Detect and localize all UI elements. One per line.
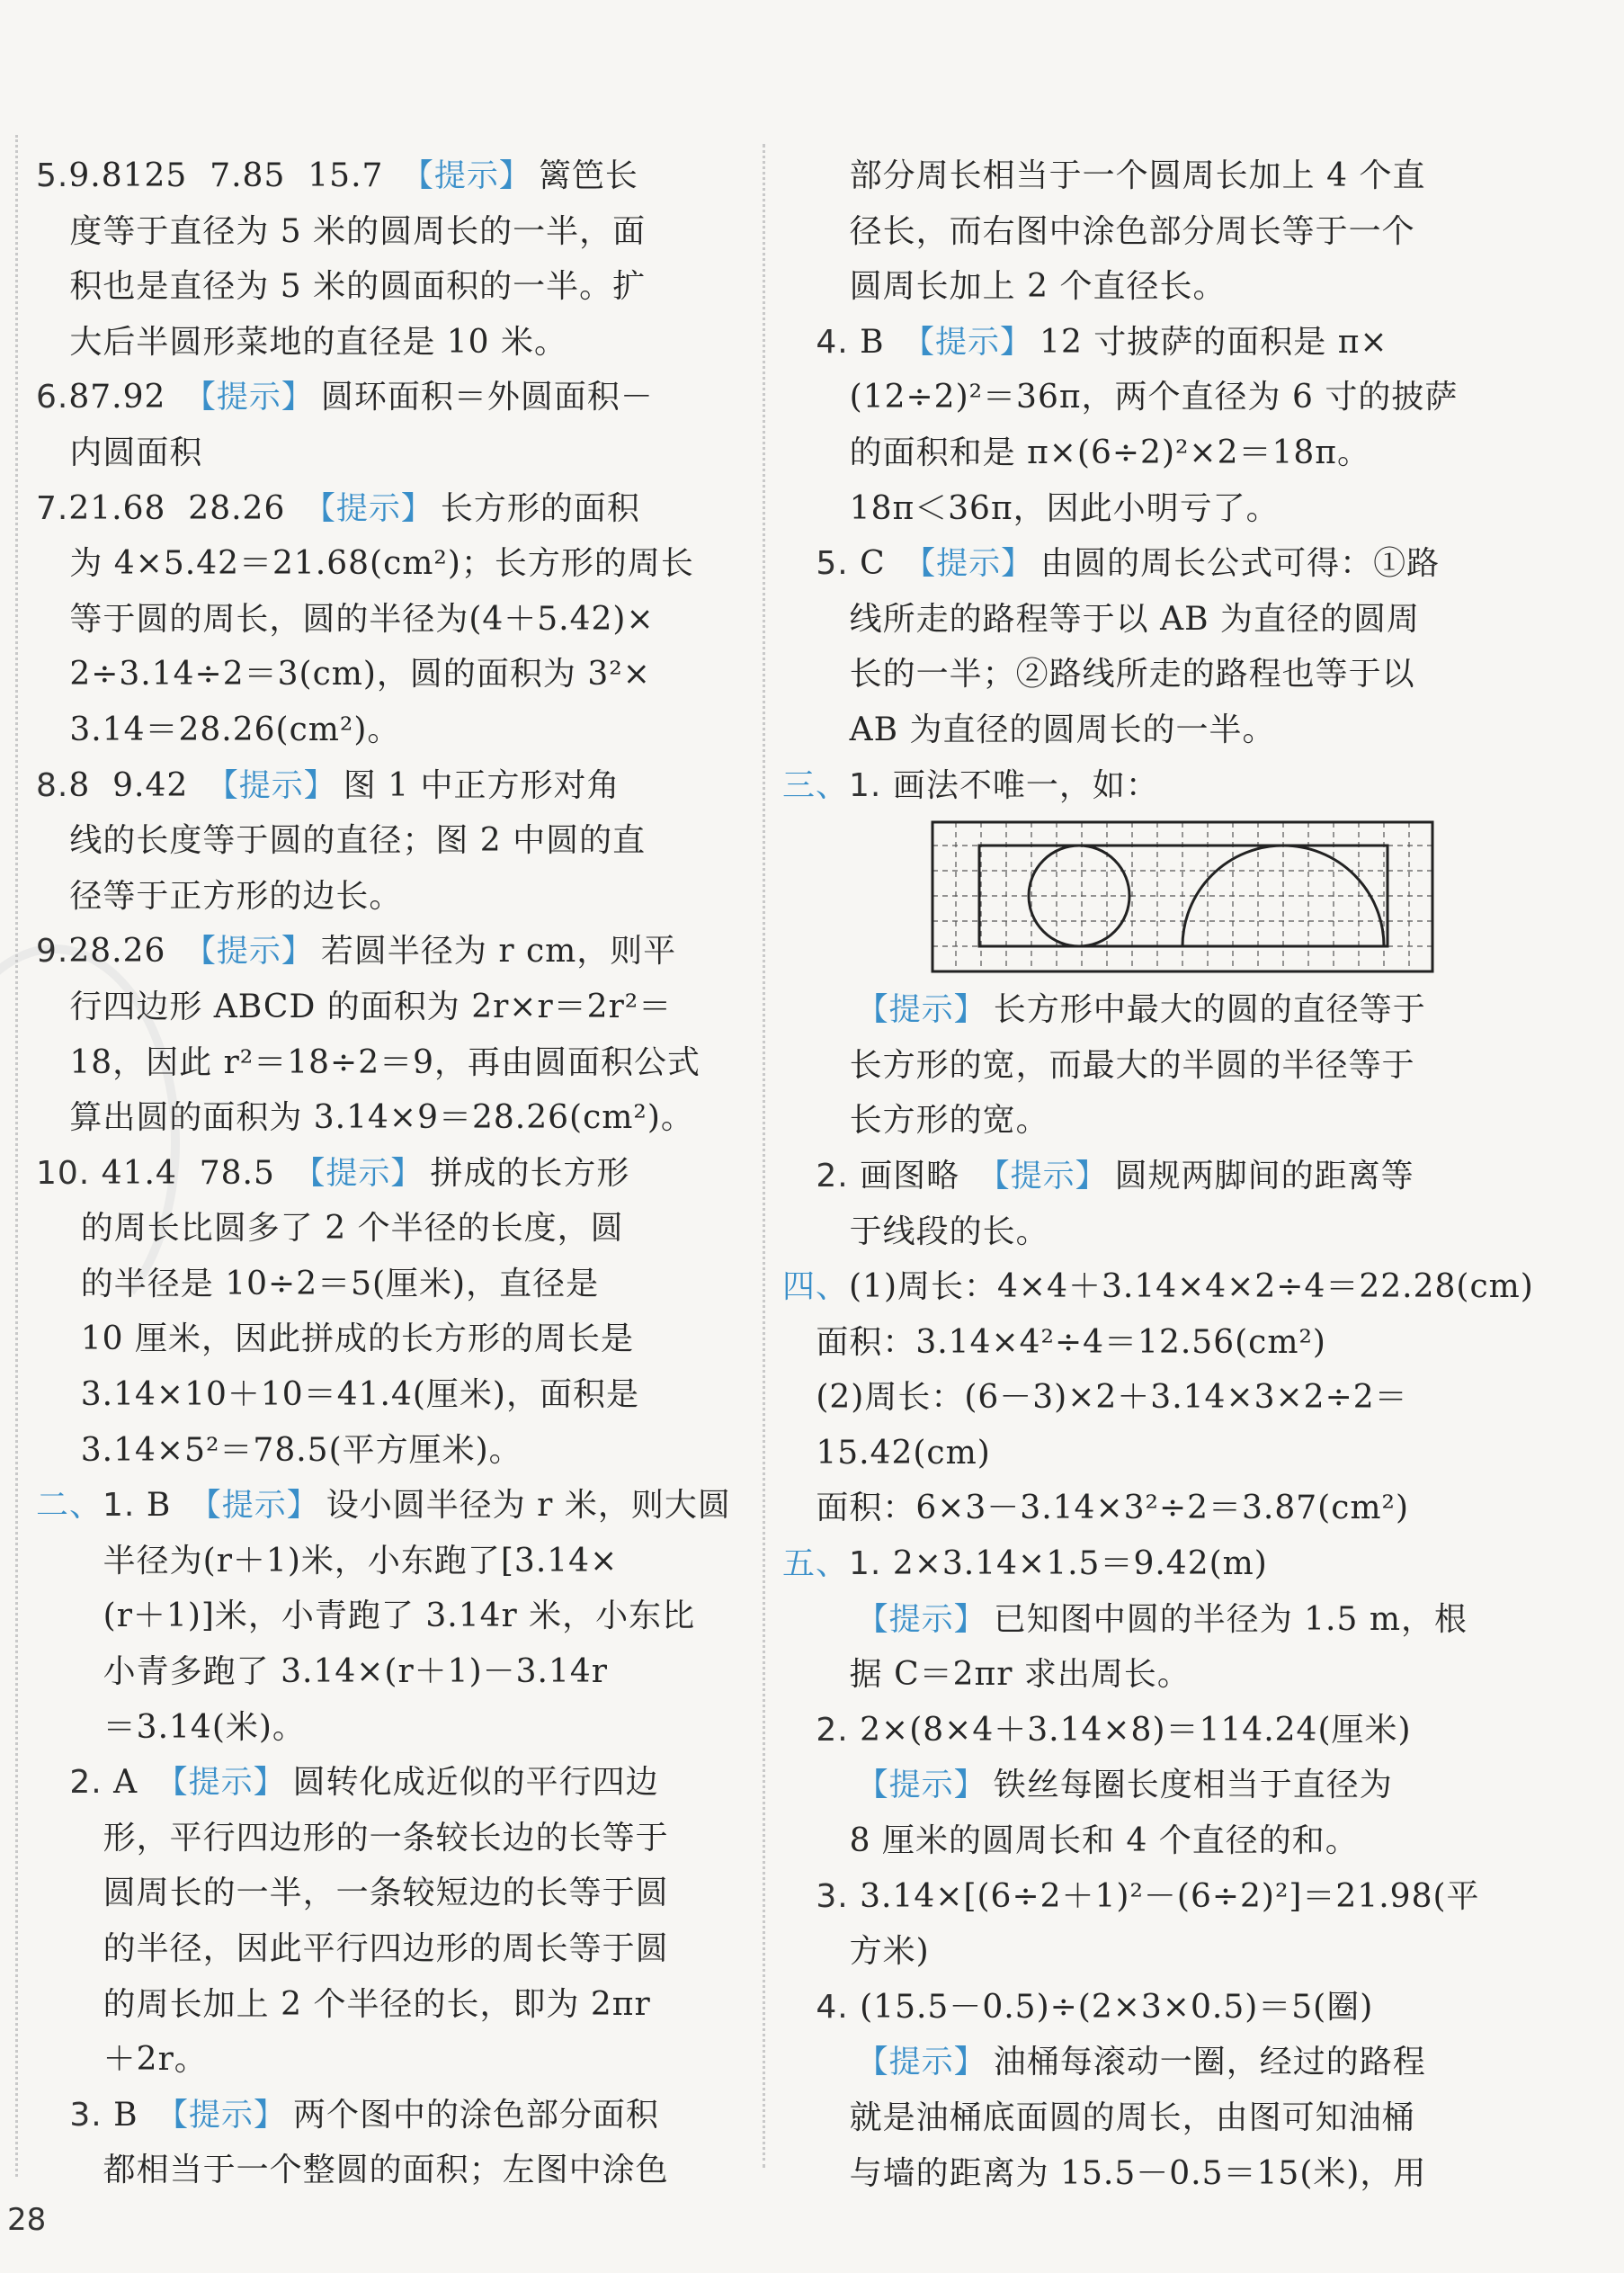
answer-line [782,592,1502,648]
answer-text: 18，因此 r²＝18÷2＝9，再由圆面积公式 [36,1043,701,1081]
answer-line [782,1370,1502,1426]
answer-line [782,1038,1502,1094]
answer-line [782,148,1502,204]
answer-text: 圆周长加上 2 个直径长。 [782,268,1227,306]
answer-text: 积也是直径为 5 米的圆面积的一半。扩 [36,268,647,306]
answer-line [782,425,1502,481]
answer-line [782,204,1502,260]
answer-text: 9.8125 7.85 15.7 [68,157,395,194]
answer-text: 大后半圆形菜地的直径是 10 米。 [36,323,568,361]
answer-line [36,647,733,702]
answer-text: 画图略 [848,1157,971,1195]
answer-line [782,1980,1502,2036]
hint-label: 【提示】 [856,992,986,1029]
item-number: 1. [849,1545,882,1583]
answer-text [782,2044,850,2081]
answer-line [782,481,1502,537]
answer-text: (1)周长：4×4＋3.14×4×2÷4＝22.28(cm) [849,1268,1534,1306]
hint-label: 【提示】 [303,490,433,527]
answer-text: 3.14×10＋10＝41.4(厘米)，面积是 [36,1376,639,1414]
answer-line [36,1257,733,1312]
answer-line [36,1478,733,1534]
answer-text: 87.92 [68,379,177,416]
item-number: 4. [782,323,849,361]
answer-text: B [848,323,897,361]
answer-text: 半径为(r＋1)米，小东跑了[3.14× [36,1542,619,1579]
answer-line [782,1149,1502,1204]
answer-text: 15.42(cm) [782,1434,991,1472]
hint-label: 【提示】 [156,2097,287,2134]
hint-label: 【提示】 [903,324,1033,361]
answer-line [782,1204,1502,1260]
answer-text: 为 4×5.42＝21.68(cm²)；长方形的周长 [36,545,694,583]
answer-line [36,148,733,204]
answer-text: 面积：3.14×4²÷4＝12.56(cm²) [782,1323,1326,1361]
item-number: 1. [849,766,882,804]
answer-text: 长方形中最大的圆的直径等于 [993,991,1426,1029]
answer-line [782,2035,1502,2090]
answer-text: 2×3.14×1.5＝9.42(m) [881,1545,1268,1583]
answer-text: 的面积和是 π×(6÷2)²×2＝18π。 [782,434,1370,471]
answer-text: (15.5－0.5)÷(2×3×0.5)＝5(圈) [848,1988,1374,2026]
answer-line [782,1758,1502,1813]
answer-line [36,1811,733,1866]
answer-line [782,1426,1502,1481]
answer-line [36,1311,733,1367]
hint-label: 【提示】 [189,1488,319,1525]
hint-label: 【提示】 [183,380,314,416]
item-number: 2. [36,1764,103,1802]
answer-text: 行四边形 ABCD 的面积为 2r×r＝2r²＝ [36,988,673,1025]
answer-text: 两个图中的涂色部分面积 [293,2096,660,2134]
right-column-bottom [782,982,1534,2201]
answer-text: 圆转化成近似的平行四边 [292,1764,659,1802]
answer-text: 长方形的面积 [440,489,640,527]
hint-label: 【提示】 [856,1767,986,1804]
hint-label: 【提示】 [293,1155,424,1192]
answer-text: 画法不唯一，如： [881,766,1159,804]
answer-text: A [102,1764,149,1802]
answer-line [36,702,733,758]
answer-line [36,1090,733,1146]
answer-line [36,1977,733,2033]
answer-text: AB 为直径的圆周长的一半。 [782,711,1276,748]
answer-line [36,592,733,648]
hint-label: 【提示】 [856,1601,986,1638]
answer-text: 圆规两脚间的距离等 [1114,1157,1414,1195]
answer-text: 线的长度等于圆的直径；图 2 中圆的直 [36,822,647,860]
answer-text: 18π＜36π，因此小明亏了。 [782,489,1280,527]
answer-text: 的周长加上 2 个半径的长，即为 2πr [36,1985,651,2023]
answer-text: 于线段的长。 [782,1213,1049,1250]
answer-text: 铁丝每圈长度相当于直径为 [993,1767,1393,1804]
hint-label: 【提示】 [401,158,531,194]
answer-text: 长的一半；②路线所走的路程也等于以 [782,656,1415,694]
answer-line [782,1592,1502,1648]
answer-text: 度等于直径为 5 米的圆周长的一半，面 [36,212,647,250]
answer-text: 圆周长的一半，一条较短边的长等于圆 [36,1875,669,1912]
answer-text [782,1601,850,1638]
answer-line [36,1035,733,1091]
answer-text: B [135,1487,183,1525]
rectangle-circle-semicircle-diagram [931,820,1434,973]
item-number: 1. [103,1487,136,1525]
answer-text: 12 寸披萨的面积是 π× [1040,323,1388,361]
hint-label: 【提示】 [856,2045,986,2081]
answer-line [36,1755,733,1811]
answer-line [782,1315,1502,1371]
answer-text: 据 C＝2πr 求出周长。 [782,1656,1191,1694]
answer-line [36,758,733,814]
answer-text: 内圆面积 [36,434,203,471]
answer-text: 8 9.42 [68,766,200,804]
answer-text: ＋2r。 [36,2041,208,2079]
answer-line [36,924,733,980]
answer-text: (12÷2)²＝36π，两个直径为 6 寸的披萨 [782,379,1459,416]
item-number: 6. [36,379,69,416]
answer-text: 油桶每滚动一圈，经过的路程 [993,2044,1426,2081]
section-marker: 四、 [782,1268,850,1306]
answer-line [782,536,1502,592]
answer-text: 算出圆的面积为 3.14×9＝28.26(cm²)。 [36,1099,694,1137]
answer-text: 3.14＝28.26(cm²)。 [36,711,401,748]
answer-line [782,1647,1502,1703]
answer-line [782,1093,1502,1149]
answer-line [36,1146,733,1202]
answer-text: 若圆半径为 r cm，则平 [320,933,677,971]
column-divider [763,144,765,2168]
grid-figure [782,820,1502,979]
answer-line [782,315,1502,371]
answer-line [36,813,733,869]
answer-text: 10 厘米，因此拼成的长方形的周长是 [36,1320,635,1358]
answer-line [782,259,1502,315]
answer-text: 3.14×[(6÷2＋1)²－(6÷2)²]＝21.98(平 [848,1877,1480,1915]
answer-text: ＝3.14(米)。 [36,1708,306,1746]
answer-line [36,1866,733,1921]
answer-line [782,1703,1502,1758]
answer-text: 与墙的距离为 15.5－0.5＝15(米)，用 [782,2154,1427,2192]
answer-line [36,2032,733,2088]
right-column-top [782,148,1502,813]
item-number: 2. [782,1711,849,1749]
answer-text: 由圆的周长公式可得：①路 [1040,545,1441,583]
answer-line [782,370,1502,425]
answer-line [36,980,733,1035]
item-number: 5. [782,545,849,583]
answer-text: 部分周长相当于一个圆周长加上 4 个直 [782,157,1426,194]
answer-line [36,1534,733,1589]
answer-line [36,2143,733,2198]
answer-text: 形，平行四边形的一条较长边的长等于 [36,1819,669,1857]
item-number: 10. [36,1154,91,1192]
answer-text: 的半径是 10÷2＝5(厘米)，直径是 [36,1265,600,1302]
answer-line [36,481,733,537]
answer-line [36,1644,733,1700]
hint-label: 【提示】 [977,1158,1108,1195]
left-margin-divider [15,135,18,2177]
section-marker: 三、 [782,766,850,804]
answer-line [782,1813,1502,1869]
item-number: 3. [782,1877,849,1915]
answer-text: 等于圆的周长，圆的半径为(4＋5.42)× [36,600,655,638]
answer-line [36,869,733,925]
answer-line [36,1588,733,1644]
item-number: 9. [36,933,69,971]
answer-line [36,1700,733,1756]
item-number: 5. [36,157,69,194]
answer-text: B [102,2096,150,2134]
answer-text: 21.68 28.26 [68,489,297,527]
answer-text: 28.26 [68,933,177,971]
answer-text: 的周长比圆多了 2 个半径的长度，圆 [36,1210,624,1248]
answer-text: 方米) [782,1933,930,1971]
answer-line [36,1367,733,1423]
answer-text: 线所走的路程等于以 AB 为直径的圆周 [782,600,1421,638]
answer-text: 面积：6×3－3.14×3²÷2＝3.87(cm²) [782,1490,1410,1527]
answer-text: 图 1 中正方形对角 [343,766,620,804]
hint-label: 【提示】 [904,546,1034,583]
answer-line [782,982,1502,1038]
answer-text: 2×(8×4＋3.14×8)＝114.24(厘米) [848,1711,1412,1749]
answer-text: 长方形的宽，而最大的半圆的半径等于 [782,1046,1415,1084]
answer-line [782,1536,1502,1592]
answer-line [782,758,1502,814]
answer-line [782,1481,1502,1536]
answer-text: C [848,545,897,583]
answer-line [36,1921,733,1977]
answer-line [782,2090,1502,2146]
answer-line [782,2146,1502,2202]
answer-text: 圆环面积＝外圆面积－ [320,379,654,416]
answer-text: 已知图中圆的半径为 1.5 m，根 [993,1600,1468,1638]
answer-text: 41.4 78.5 [90,1154,287,1192]
answer-line [36,425,733,481]
right-column [782,148,1534,2201]
item-number: 8. [36,766,69,804]
item-number: 2. [782,1157,849,1195]
answer-text: 长方形的宽。 [782,1102,1049,1140]
answer-text: 8 厘米的圆周长和 4 个直径的和。 [782,1822,1359,1860]
section-marker: 二、 [36,1487,103,1525]
answer-text: (r＋1)]米，小青跑了 3.14r 米，小东比 [36,1597,696,1635]
left-column [36,148,733,2198]
answer-text: 3.14×5²＝78.5(平方厘米)。 [36,1431,522,1469]
item-number: 3. [36,2096,103,2134]
answer-text: 设小圆半径为 r 米，则大圆 [326,1487,731,1525]
answer-line [782,1259,1534,1315]
answer-text: 就是油桶底面圆的周长，由图可知油桶 [782,2099,1415,2136]
item-number: 7. [36,489,69,527]
answer-text: 小青多跑了 3.14×(r＋1)－3.14r [36,1653,608,1691]
page-number: 28 [7,2202,47,2238]
answer-line [782,702,1502,758]
hint-label: 【提示】 [183,934,314,971]
answer-line [782,1924,1502,1980]
answer-text: (2)周长：(6－3)×2＋3.14×3×2÷2＝ [782,1379,1408,1417]
answer-line [36,315,733,371]
answer-line [36,1423,733,1479]
answer-text: 拼成的长方形 [430,1154,630,1192]
item-number: 4. [782,1988,849,2026]
answer-line [782,647,1502,702]
answer-text: 径等于正方形的边长。 [36,877,403,915]
answer-text: 的半径，因此平行四边形的周长等于圆 [36,1930,669,1967]
answer-text: 2÷3.14÷2＝3(cm)，圆的面积为 3²× [36,656,651,694]
answer-text [782,991,850,1028]
answer-text: 都相当于一个整圆的面积；左图中涂色 [36,2152,669,2189]
answer-text: 径长，而右图中涂色部分周长等于一个 [782,212,1415,250]
answer-line [782,1869,1502,1925]
section-marker: 五、 [782,1545,850,1583]
hint-label: 【提示】 [206,767,336,804]
answer-line [36,1201,733,1257]
hint-label: 【提示】 [156,1765,286,1802]
answer-line [36,2088,733,2143]
answer-line [36,370,733,425]
answer-line [36,259,733,315]
answer-line [36,204,733,260]
answer-line [36,536,733,592]
answer-text [782,1767,850,1803]
answer-text: 篱笆长 [538,157,638,194]
